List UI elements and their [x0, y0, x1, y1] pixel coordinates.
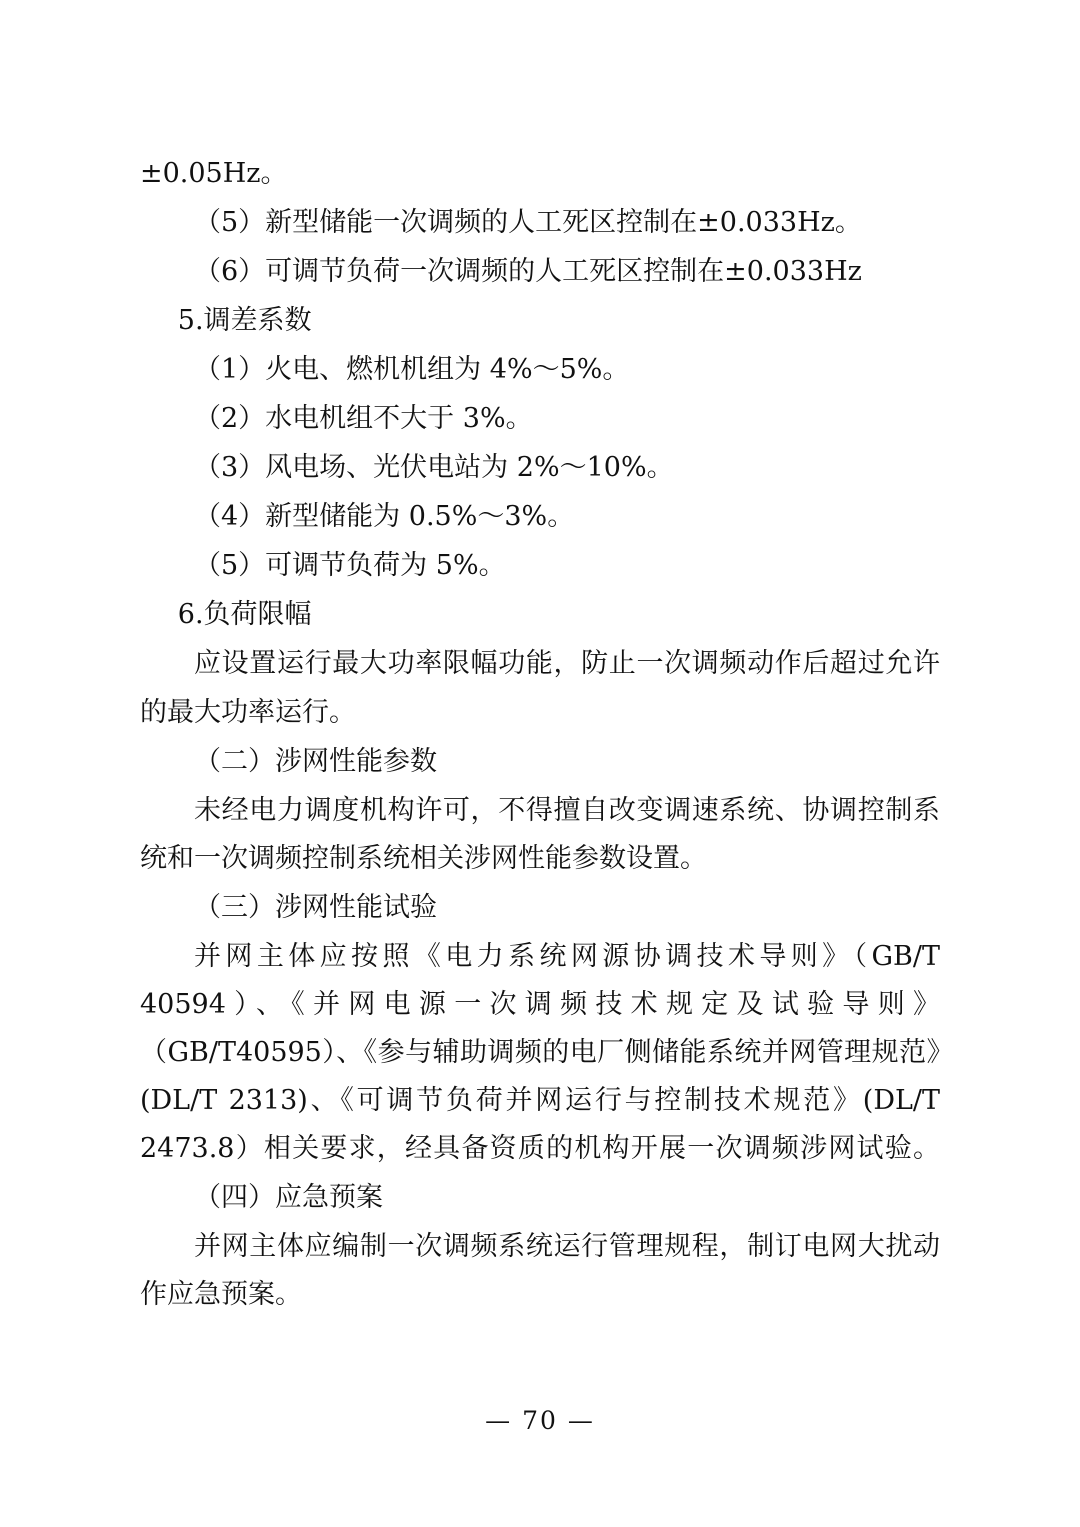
section-heading-5: 5.调差系数 — [177, 305, 312, 337]
paragraph-load-limit: 应设置运行最大功率限幅功能，防止一次调频动作后超过允许的最大功率运行。 — [140, 648, 940, 728]
paragraph-continuation: ±0.05Hz。 — [140, 158, 288, 189]
page-number — [0, 1406, 1080, 1435]
section-heading-three: （三）涉网性能试验 — [194, 891, 437, 923]
paragraph-grid-test: 并网主体应按照《电力系统网源协调技术导则》（GB/T 40594）、《并网电源一次调频技术规定及试验导则》（GB/T40595）、《参与辅助调频的电厂侧储能系统并网管理规范》(DL/T 2313)、《可调节负荷并网运行与控制技术规范》(DL/T 2473.8）相关要求，经具备资质的机构开展一次调频涉网试验。 — [140, 940, 940, 1164]
document-body — [140, 150, 940, 1319]
list-item-6: （6）可调节负荷一次调频的人工死区控制在±0.033Hz — [194, 256, 862, 288]
list-item-5-3: （3）风电场、光伏电站为 2%～10%。 — [194, 452, 674, 484]
section-heading-two: （二）涉网性能参数 — [194, 745, 437, 777]
paragraph-emergency-plan: 并网主体应编制一次调频系统运行管理规程，制订电网大扰动作应急预案。 — [140, 1231, 940, 1311]
list-item-5-5: （5）可调节负荷为 5%。 — [194, 550, 506, 582]
section-heading-four: （四）应急预案 — [194, 1181, 383, 1213]
paragraph-grid-params: 未经电力调度机构许可，不得擅自改变调速系统、协调控制系统和一次调频控制系统相关涉网性能参数设置。 — [140, 794, 940, 874]
page-number-dash-right: — — [567, 1406, 595, 1435]
list-item-5: （5）新型储能一次调频的人工死区控制在±0.033Hz。 — [194, 207, 862, 239]
page-number-value: 70 — [522, 1406, 558, 1435]
list-item-5-2: （2）水电机组不大于 3%。 — [194, 403, 533, 435]
section-heading-6: 6.负荷限幅 — [177, 599, 312, 631]
list-item-5-1: （1）火电、燃机机组为 4%～5%。 — [194, 354, 630, 386]
list-item-5-4: （4）新型储能为 0.5%～3%。 — [194, 501, 575, 533]
page-number-dash-left: — — [485, 1406, 513, 1435]
